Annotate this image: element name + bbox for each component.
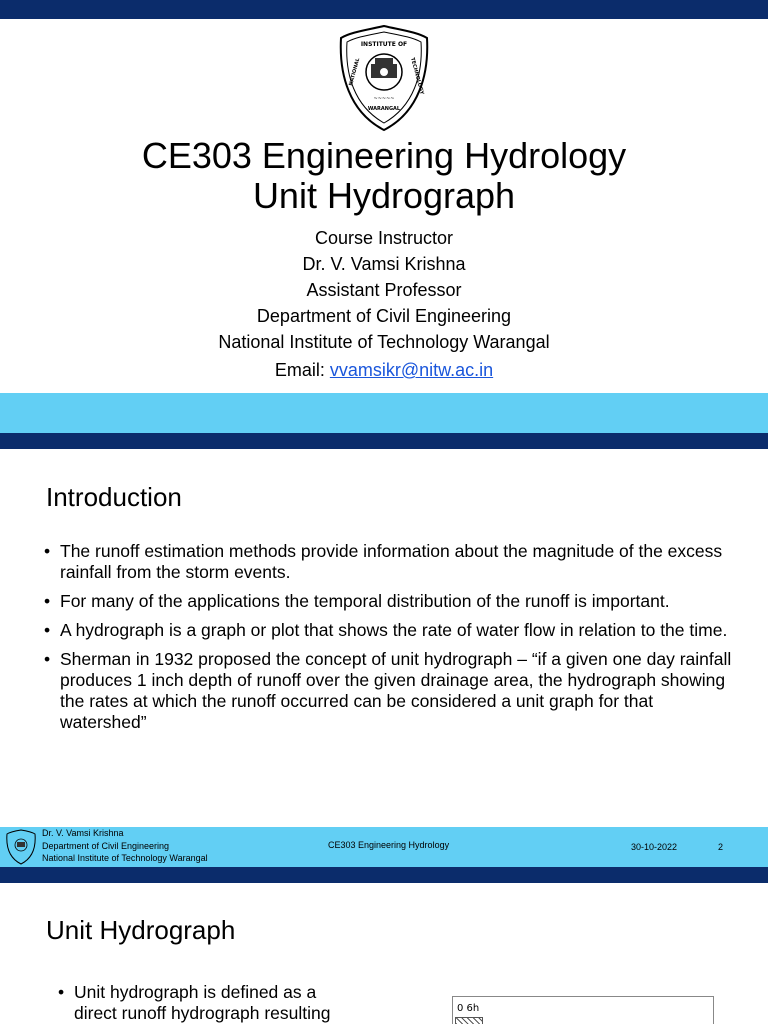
footer-date: 30-10-2022 bbox=[631, 842, 678, 852]
top-band bbox=[0, 0, 768, 19]
slide-title: Unit Hydrograph bbox=[252, 175, 516, 216]
list-item bbox=[58, 982, 388, 1024]
slide3-top-band bbox=[0, 867, 768, 883]
logo-text-bottom: WARANGAL bbox=[367, 106, 401, 112]
list-item: • For many of the applications the temporal distribution of the runoff is important. bbox=[44, 591, 734, 612]
email-link[interactable]: vvamsikr@nitw.ac.in bbox=[329, 360, 494, 380]
nit-warangal-logo-icon bbox=[339, 24, 429, 132]
email-label: Email: bbox=[274, 360, 330, 380]
footer-author: Dr. V. Vamsi Krishna bbox=[42, 828, 124, 838]
bullet-line-2: direct runoff hydrograph resulting bbox=[74, 1003, 331, 1023]
info-department: Department of Civil Engineering bbox=[256, 306, 512, 326]
slide1-bottom-band bbox=[0, 393, 768, 433]
slide2-top-band bbox=[0, 433, 768, 449]
slide-footer bbox=[0, 827, 768, 867]
unit-hydrograph-bullets bbox=[58, 982, 388, 1024]
footer-page-number: 2 bbox=[718, 842, 724, 852]
course-title: CE303 Engineering Hydrology bbox=[141, 135, 627, 176]
info-institute: National Institute of Technology Warangal bbox=[218, 332, 550, 352]
footer-institute: National Institute of Technology Warangal bbox=[42, 853, 208, 863]
introduction-bullets bbox=[44, 541, 734, 741]
hydrograph-figure bbox=[452, 996, 714, 1024]
info-instructor-name: Dr. V. Vamsi Krishna bbox=[302, 254, 466, 274]
info-designation: Assistant Professor bbox=[306, 280, 462, 300]
list-item: • The runoff estimation methods provide information about the magnitude of the excess rainfall from the storm events. bbox=[44, 541, 734, 583]
unit-hydrograph-heading: Unit Hydrograph bbox=[46, 915, 236, 945]
list-item: • A hydrograph is a graph or plot that shows the rate of water flow in relation to the time. bbox=[44, 620, 734, 641]
svg-text:~~~~~: ~~~~~ bbox=[373, 96, 395, 102]
bullet-marker: • bbox=[58, 982, 65, 1002]
rainfall-hatch-block bbox=[455, 1017, 483, 1024]
info-course-instructor: Course Instructor bbox=[314, 228, 454, 248]
bullet-line-1: Unit hydrograph is defined as a bbox=[74, 982, 317, 1002]
figure-axis-label: 0 6h bbox=[457, 1003, 480, 1014]
footer-logo-icon bbox=[6, 829, 36, 865]
footer-department: Department of Civil Engineering bbox=[42, 840, 170, 851]
info-email-line bbox=[0, 357, 768, 383]
list-item: • Sherman in 1932 proposed the concept of unit hydrograph – “if a given one day rainfall produces 1 inch depth of runoff over the given drainage area, the hydrograph showing the rates at which the runoff occurred can be considered a unit graph for that watershed” bbox=[44, 649, 734, 733]
footer-author-block bbox=[42, 827, 208, 865]
logo-text-top: INSTITUTE OF bbox=[360, 41, 408, 48]
logo-text-right: TECHNOLOGY bbox=[409, 56, 425, 96]
logo-text-left: NATIONAL bbox=[348, 57, 362, 87]
introduction-heading: Introduction bbox=[46, 482, 182, 512]
footer-course: CE303 Engineering Hydrology bbox=[328, 840, 450, 850]
